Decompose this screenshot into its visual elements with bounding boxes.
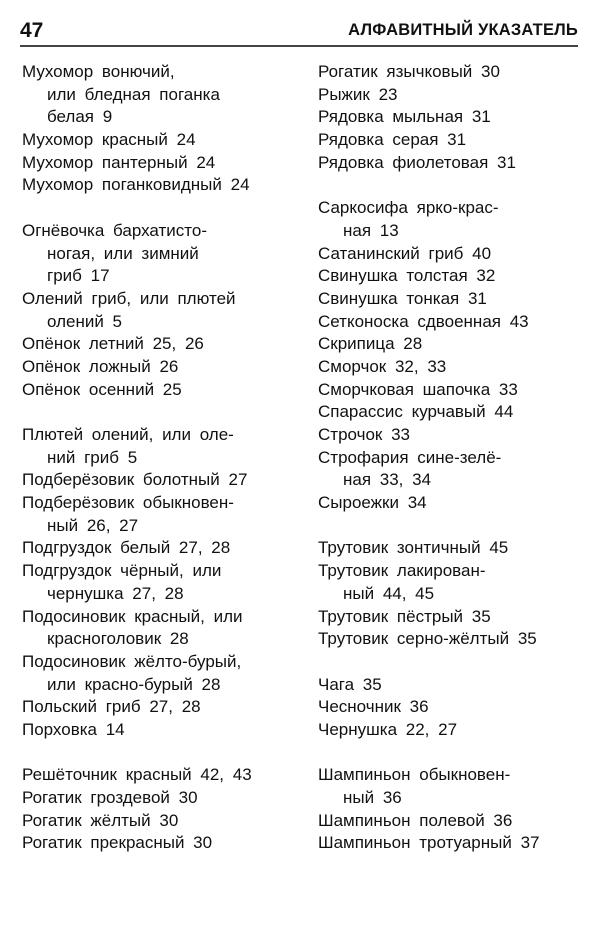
index-entry: Шампиньон обыкновен- [318, 765, 511, 785]
index-entry: Шампиньон тротуарный 37 [318, 833, 540, 853]
index-entry: Свинушка толстая 32 [318, 266, 496, 286]
index-entry: Строфария сине-зелё- [318, 447, 502, 467]
index-entry-continuation: белая 9 [47, 107, 113, 127]
running-header [20, 17, 578, 47]
index-entry: Опёнок летний 25, 26 [22, 334, 204, 354]
index-entry: Рогатик жёлтый 30 [22, 810, 179, 830]
index-entry-continuation: или красно-бурый 28 [47, 674, 221, 694]
index-entry: Чесночник 36 [318, 697, 429, 717]
index-entry: Подгруздок белый 27, 28 [22, 538, 231, 558]
index-entry: Рядовка фиолетовая 31 [318, 152, 516, 172]
index-entry: Шампиньон полевой 36 [318, 810, 513, 830]
index-entry-continuation: ный 36 [343, 788, 402, 807]
index-entry-continuation: ний гриб 5 [47, 447, 138, 467]
index-entry: Трутовик лакирован- [318, 561, 486, 581]
index-entry: Мухомор пантерный 24 [22, 152, 216, 172]
index-entry: Трутовик зонтичный 45 [318, 538, 509, 558]
index-entry: Свинушка тонкая 31 [318, 288, 487, 308]
index-entry: Скрипица 28 [318, 334, 423, 354]
index-entry: Плютей олений, или оле- [22, 425, 234, 444]
index-entry: Олений гриб, или плютей [22, 288, 236, 308]
index-entry: Подосиновик красный, или [22, 606, 243, 626]
index-entry: Подберёзовик болотный 27 [22, 470, 248, 490]
index-entry-continuation: ный 44, 45 [343, 583, 435, 603]
group-spacer [318, 174, 540, 197]
group-spacer [22, 401, 252, 424]
index-entry: Трутовик пёстрый 35 [318, 606, 491, 626]
group-spacer [318, 515, 540, 538]
index-entry: Строчок 33 [318, 425, 410, 444]
index-entry: Рогатик прекрасный 30 [22, 833, 213, 853]
group-spacer [22, 197, 252, 220]
index-entry: Сатанинский гриб 40 [318, 243, 492, 263]
index-entry: Огнёвочка бархатисто- [22, 220, 207, 240]
index-entry: Сетконоска сдвоенная 43 [318, 311, 529, 331]
index-entry: Мухомор вонючий, [22, 62, 175, 81]
index-entry-continuation: чернушка 27, 28 [47, 583, 184, 603]
index-entry: Решёточник красный 42, 43 [22, 765, 252, 785]
index-entry: Сморчковая шапочка 33 [318, 379, 518, 399]
index-entry: Мухомор поганковидный 24 [22, 175, 250, 195]
index-entry: Подосиновик жёлто-бурый, [22, 651, 242, 671]
index-entry: Рядовка серая 31 [318, 130, 467, 150]
index-entry-continuation: ная 33, 34 [343, 470, 432, 490]
index-entry: Опёнок осенний 25 [22, 379, 182, 399]
index-column-right [318, 61, 540, 855]
page-number: 47 [20, 19, 44, 42]
group-spacer [22, 742, 252, 765]
index-entry: Чага 35 [318, 674, 382, 694]
index-entry-continuation: ный 26, 27 [47, 515, 139, 535]
index-entry: Трутовик серно-жёлтый 35 [318, 629, 537, 649]
index-entry-continuation: или бледная поганка [47, 84, 220, 104]
index-entry: Подберёзовик обыкновен- [22, 493, 234, 513]
index-entry: Рогатик гроздевой 30 [22, 788, 198, 807]
index-entry-continuation: олений 5 [47, 311, 123, 331]
index-entry: Рогатик язычковый 30 [318, 62, 500, 81]
index-entry: Порховка 14 [22, 719, 125, 739]
section-title: АЛФАВИТНЫЙ УКАЗАТЕЛЬ [348, 21, 578, 39]
index-entry: Сморчок 32, 33 [318, 356, 447, 376]
index-entry: Опёнок ложный 26 [22, 356, 179, 376]
index-entry: Подгруздок чёрный, или [22, 561, 222, 581]
group-spacer [318, 651, 540, 674]
index-entry: Рядовка мыльная 31 [318, 107, 491, 127]
index-entry: Спарассис курчавый 44 [318, 402, 514, 422]
index-entry: Чернушка 22, 27 [318, 719, 458, 739]
index-entry-continuation: ногая, или зимний [47, 243, 199, 263]
index-entry: Рыжик 23 [318, 84, 398, 104]
index-entry: Сыроежки 34 [318, 493, 427, 513]
group-spacer [318, 742, 540, 765]
index-entry: Польский гриб 27, 28 [22, 697, 201, 717]
index-column-left [22, 61, 252, 855]
index-entry-continuation: ная 13 [343, 220, 399, 240]
index-entry: Саркосифа ярко-крас- [318, 198, 499, 218]
index-entry-continuation: гриб 17 [47, 266, 110, 286]
index-entry-continuation: красноголовик 28 [47, 629, 189, 649]
index-entry: Мухомор красный 24 [22, 130, 196, 150]
